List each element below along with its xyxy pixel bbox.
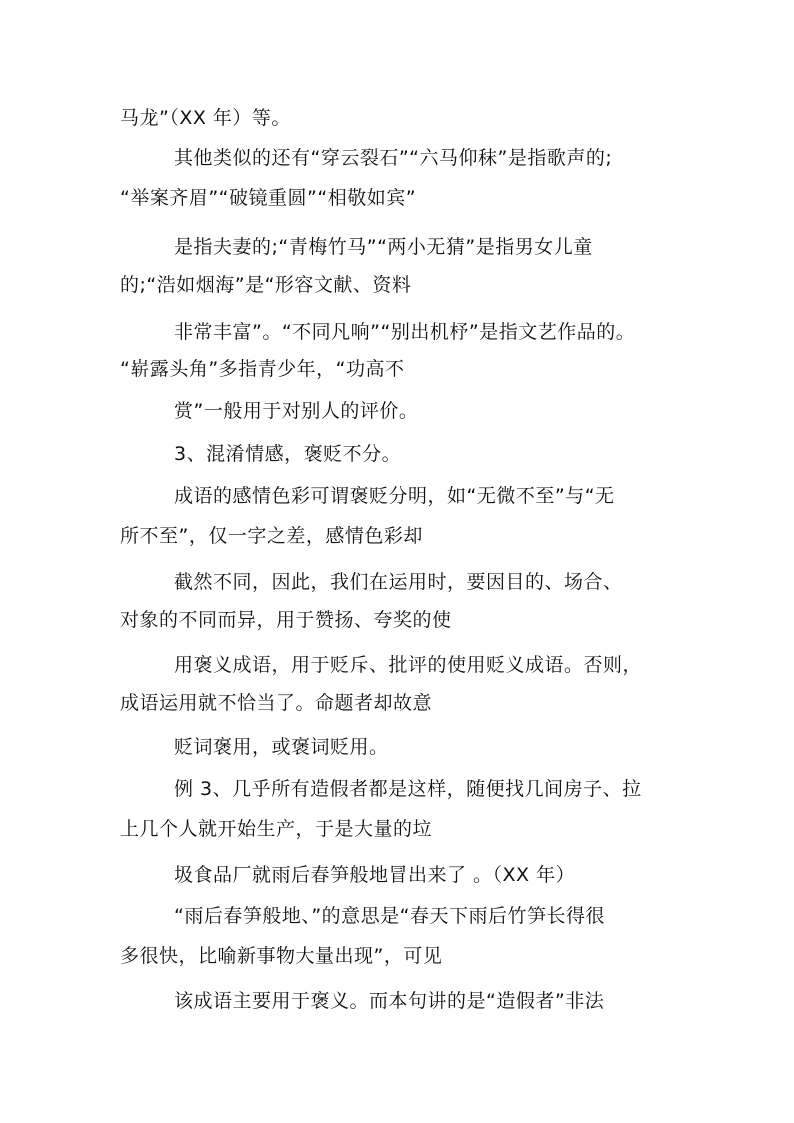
text-line: 圾食品厂就雨后春笋般地冒出来了 。（XX 年） (174, 864, 576, 886)
text-line: “雨后春笋般地、”的意思是“春天下雨后竹笋长得很 (174, 905, 606, 927)
text-line: 截然不同，因此，我们在运用时，要因目的、场合、 (174, 571, 623, 593)
text-line: “举案齐眉”“破镜重圆”“相敬如宾” (120, 187, 417, 209)
text-line: 是指夫妻的;“青梅竹马”“两小无猜”是指男女儿童 (174, 236, 593, 258)
text-line: 马龙”（XX 年）等。 (120, 107, 291, 129)
text-line: 用褒义成语，用于贬斥、批评的使用贬义成语。否则， (174, 654, 643, 676)
text-line: 非常丰富”。“不同凡响”“别出机杼”是指文艺作品的。 (174, 321, 636, 343)
text-line: 成语运用就不恰当了。命题者却故意 (120, 692, 433, 714)
text-line: 贬词褒用，或褒词贬用。 (174, 736, 389, 758)
text-line: 对象的不同而异，用于赞扬、夸奖的使 (120, 609, 452, 631)
text-line: 成语的感情色彩可谓褒贬分明，如“无微不至”与“无 (174, 485, 615, 507)
text-line: 其他类似的还有“穿云裂石”“六马仰秣”是指歌声的; (174, 147, 613, 169)
text-line: 所不至”，仅一字之差，感情色彩却 (120, 525, 423, 547)
text-line: 的;“浩如烟海”是“形容文献、资料 (120, 274, 412, 296)
text-line: 多很快，比喻新事物大量出现”，可见 (120, 945, 443, 967)
text-line: “崭露头角”多指青少年，“功高不 (120, 358, 405, 380)
text-line: 上几个人就开始生产，于是大量的垃 (120, 818, 433, 840)
text-line: 例 3、几乎所有造假者都是这样，随便找几间房子、拉 (174, 778, 642, 800)
text-line: 3、混淆情感，褒贬不分。 (174, 443, 402, 465)
text-line: 该成语主要用于褒义。而本句讲的是“造假者”非法 (174, 990, 605, 1012)
text-line: 赏”一般用于对别人的评价。 (174, 400, 419, 422)
